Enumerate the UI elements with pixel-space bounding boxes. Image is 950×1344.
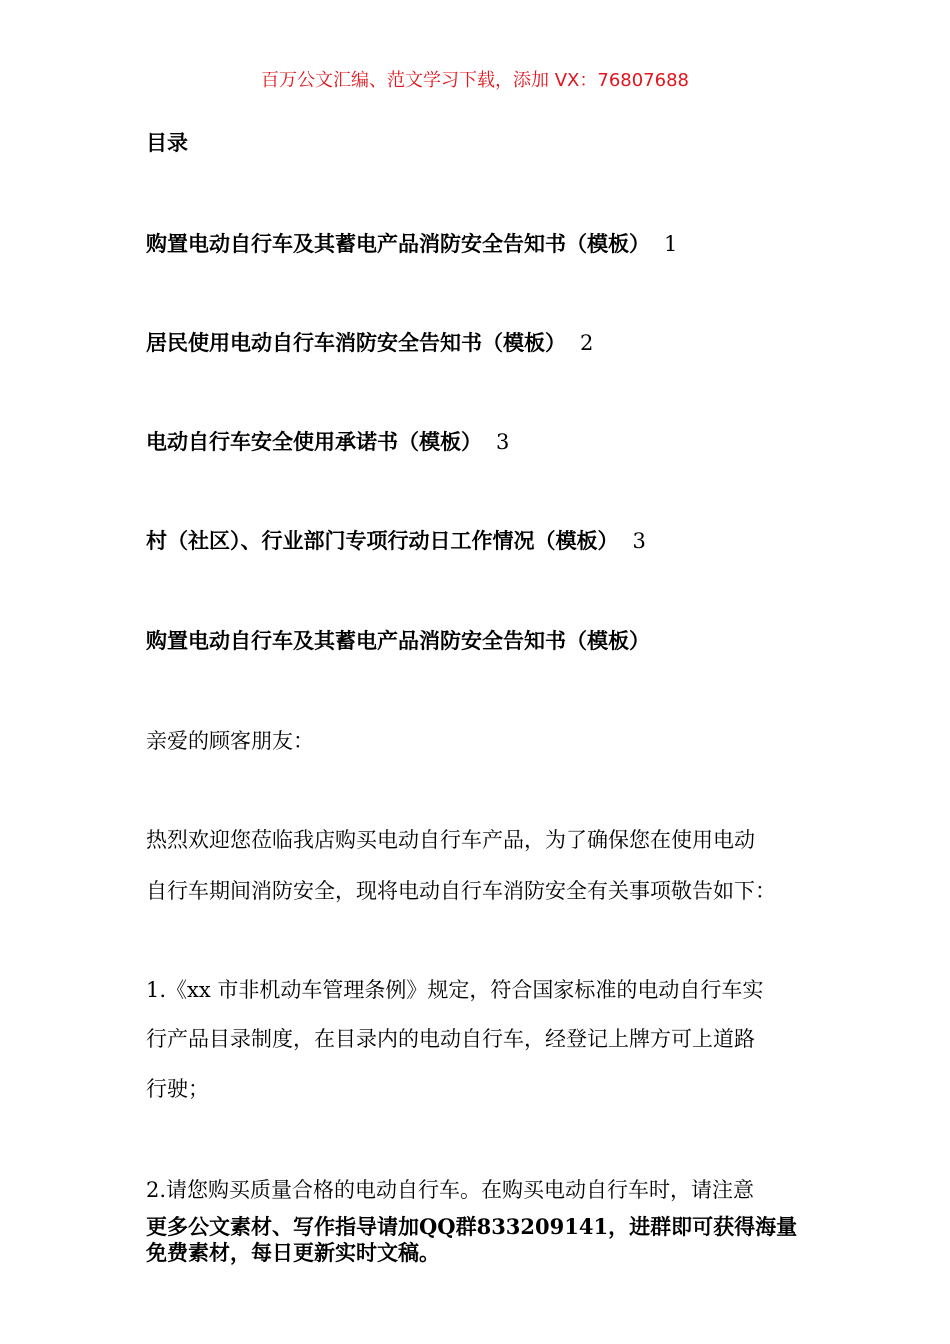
article-title: 购置电动自行车及其蓄电产品消防安全告知书（模板）	[146, 628, 650, 653]
footer-promo-line: 更多公文素材、写作指导请加QQ群833209141，进群即可获得海量	[146, 1214, 798, 1239]
toc-entry[interactable]	[146, 427, 509, 457]
paragraph-line: 行产品目录制度，在目录内的电动自行车，经登记上牌方可上道路	[146, 1027, 755, 1051]
toc-entry-label: 电动自行车安全使用承诺书（模板）	[146, 429, 482, 454]
toc-entry-page: 2	[580, 331, 594, 355]
toc-entry-label: 购置电动自行车及其蓄电产品消防安全告知书（模板）	[146, 231, 650, 256]
toc-entry-page: 3	[632, 529, 646, 553]
paragraph-line: 1.《xx 市非机动车管理条例》规定，符合国家标准的电动自行车实	[146, 978, 764, 1002]
toc-title: 目录	[146, 130, 188, 155]
toc-entry-label: 村（社区）、行业部门专项行动日工作情况（模板）	[146, 528, 619, 553]
greeting: 亲爱的顾客朋友：	[146, 729, 314, 753]
toc-entry-page: 1	[664, 232, 678, 256]
toc-entry-label: 居民使用电动自行车消防安全告知书（模板）	[146, 330, 566, 355]
paragraph-line: 自行车期间消防安全，现将电动自行车消防安全有关事项敬告如下：	[146, 879, 776, 903]
footer-promo-line: 免费素材，每日更新实时文稿。	[146, 1240, 440, 1265]
toc-entry[interactable]	[146, 229, 677, 259]
toc-entry[interactable]	[146, 526, 646, 556]
toc-entry[interactable]	[146, 328, 593, 358]
promo-header: 百万公文汇编、范文学习下载，添加 VX：76807688	[261, 70, 689, 91]
paragraph-line: 行驶；	[146, 1077, 209, 1101]
paragraph-line: 2.请您购买质量合格的电动自行车。在购买电动自行车时，请注意	[146, 1178, 755, 1202]
paragraph-line: 热烈欢迎您莅临我店购买电动自行车产品，为了确保您在使用电动	[146, 828, 755, 852]
toc-entry-page: 3	[496, 430, 510, 454]
